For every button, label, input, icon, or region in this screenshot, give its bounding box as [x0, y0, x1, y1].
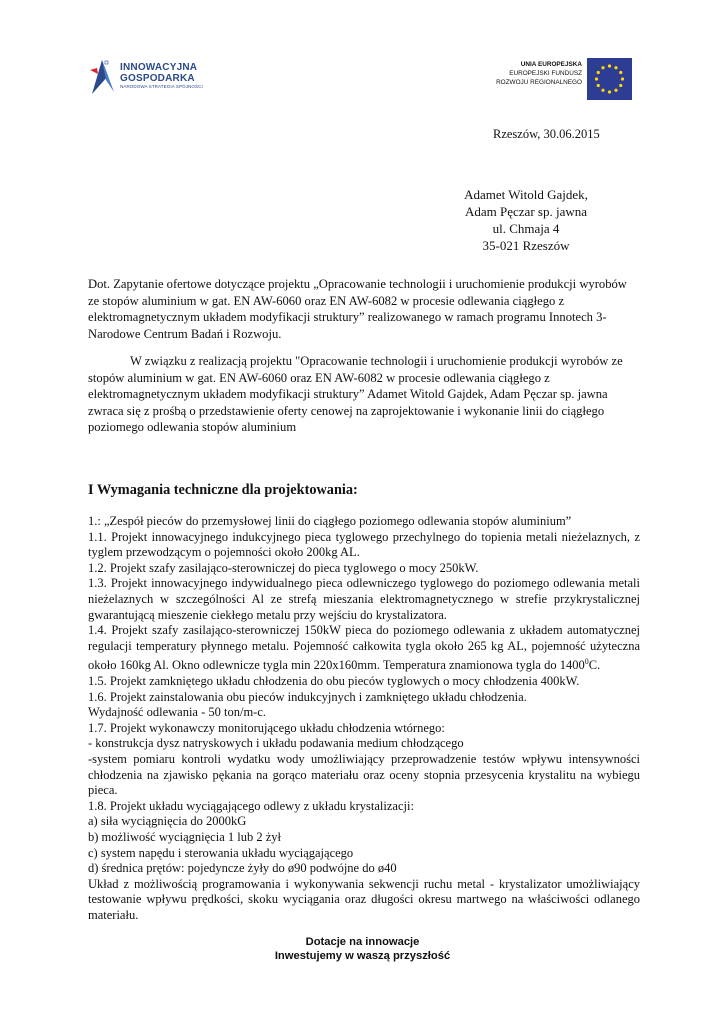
intro-text: W związku z realizacją projektu "Opracowanie technologii i uruchomienie produkcji wyrobów ze stopów aluminium w gat. EN AW-6060 oraz EN AW-6082 w procesie odlewania ciągłego z elektromagnetycznym układem modyfikacji struktury” Adamet Witold Gajdek, Adam Pęczar sp. jawna zwraca się z prośbą o przedstawienie oferty cenowej na zaprojektowanie i wykonanie linii do ciągłego poziomego odlewania stopów aluminium — [88, 354, 623, 434]
eu-star — [601, 89, 604, 92]
eu-line-2: EUROPEJSKI FUNDUSZ — [509, 70, 582, 77]
list-item: -system pomiaru kontroli wydatku wody umożliwiający przeprowadzenie testów wpływu intensywności chłodzenia na zjawisko pękania na gorąco materiału oraz oceny stopnia przesycenia krystalitu na wybiegu pieca. — [88, 752, 640, 798]
footer-line-2: Inwestujemy w waszą przyszłość — [274, 950, 451, 962]
list-item: - konstrukcja dysz natryskowych i układu podawania medium chłodzącego — [88, 736, 464, 751]
footer-line-1: Dotacje na innowacje — [305, 936, 420, 948]
eu-star — [621, 77, 624, 80]
recipient-line-3: ul. Chmaja 4 — [492, 221, 560, 236]
letter-date: Rzeszów, 30.06.2015 — [493, 127, 600, 141]
eu-star — [614, 66, 617, 69]
list-item: 1.3. Projekt innowacyjnego indywidualnego pieca odlewniczego tyglowego do poziomego odlewania metali nieżelaznych w szczególności Al ze strefą mieszania elektromagnetycznego w strefie przykrystalicznej gwarantującą mieszenie ciekłego metalu przy wejściu do krystalizatora. — [88, 576, 640, 622]
list-item: d) średnica prętów: pojedyncze żyły do ø90 podwójne do ø40 — [88, 861, 397, 876]
eu-star — [608, 64, 611, 67]
logo-line-3: NARODOWA STRATEGIA SPÓJNOŚCI — [120, 84, 203, 89]
subject-paragraph: Dot. Zapytanie ofertowe dotyczące projektu „Opracowanie technologii i uruchomienie produkcji wyrobów ze stopów aluminium w gat. EN AW-6060 oraz EN AW-6082 w procesie odlewania ciągłego z elektromagnetycznym układem modyfikacji struktury” realizowanego w ramach programu Innotech 3- Narodowe Centrum Badań i Rozwoju. — [88, 277, 627, 341]
footer — [0, 935, 725, 963]
recipient-address — [430, 186, 622, 254]
eu-line-1: UNIA EUROPEJSKA — [520, 61, 582, 68]
list-item: 1.2. Projekt szafy zasilająco-sterowniczej do pieca tyglowego o mocy 250kW. — [88, 560, 479, 575]
eu-star — [619, 71, 622, 74]
list-item: 1.6. Projekt zainstalowania obu pieców indukcyjnych i zamkniętego układu chłodzenia. — [88, 689, 527, 704]
innowacyjna-gospodarka-logo — [88, 56, 218, 98]
section-heading: I Wymagania techniczne dla projektowania: — [88, 482, 358, 498]
list-item: Układ z możliwością programowania i wykonywania sekwencji ruchu metal - krystalizator umożliwiający testowanie wpływu prędkości, skoku wyciągania oraz długości okresu martwego na właściwości odlanego materiału. — [88, 876, 640, 922]
recipient-line-1: Adamet Witold Gajdek, — [464, 187, 588, 202]
eu-star — [597, 84, 600, 87]
item-text-end: C. — [588, 658, 601, 673]
list-item: c) system napędu i sterowania układu wyciągającego — [88, 845, 354, 860]
eu-logo — [496, 58, 632, 100]
list-item: Wydajność odlewania - 50 ton/m-c. — [88, 705, 267, 720]
eu-star — [608, 90, 611, 93]
list-item — [88, 623, 640, 674]
eu-star — [619, 84, 622, 87]
list-item: 1.7. Projekt wykonawczy monitorującego układu chłodzenia wtórnego: — [88, 720, 445, 735]
eu-flag-icon — [587, 58, 632, 100]
eu-star — [597, 71, 600, 74]
list-item: a) siła wyciągnięcia do 2000kG — [88, 814, 247, 829]
eu-star — [595, 77, 598, 80]
recipient-line-4: 35-021 Rzeszów — [482, 238, 570, 253]
item-text: 1.4. Projekt szafy zasilająco-sterowniczej 150kW pieca do poziomego odlewania z układem automatycznej regulacji temperatury płynnego metalu. Pojemność całkowita tygla około 265 kg AL, pojemność użyteczna około 160kg Al. Okno odlewnicze tygla min 220x160mm. Temperatura znamionowa tygla do 1400 — [88, 623, 640, 673]
list-item: 1.5. Projekt zamkniętego układu chłodzenia do obu pieców tyglowych o mocy chłodzenia 400kW. — [88, 674, 580, 689]
logo-line-1: INNOWACYJNA — [120, 62, 198, 73]
requirements-list — [88, 514, 640, 924]
logo-line-2: GOSPODARKA — [120, 73, 195, 84]
eu-star — [601, 66, 604, 69]
superscript: 0 — [584, 657, 589, 667]
list-item: 1.1. Projekt innowacyjnego indukcyjnego pieca tyglowego przechylnego do topienia metali nieżelaznych, z tyglem przewodzącym o pojemności około 200kg AL. — [88, 529, 640, 560]
innowacyjna-gospodarka-icon — [88, 56, 118, 96]
list-item: 1.: „Zespół pieców do przemysłowej linii do ciągłego poziomego odlewania stopów aluminium” — [88, 514, 572, 528]
list-item: 1.8. Projekt układu wyciągającego odlewy z układu krystalizacji: — [88, 798, 414, 813]
intro-paragraph — [88, 353, 640, 436]
recipient-line-2: Adam Pęczar sp. jawna — [464, 204, 587, 219]
list-item: b) możliwość wyciągnięcia 1 lub 2 żył — [88, 830, 281, 845]
eu-line-3: ROZWOJU REGIONALNEGO — [496, 79, 582, 86]
eu-star — [614, 89, 617, 92]
